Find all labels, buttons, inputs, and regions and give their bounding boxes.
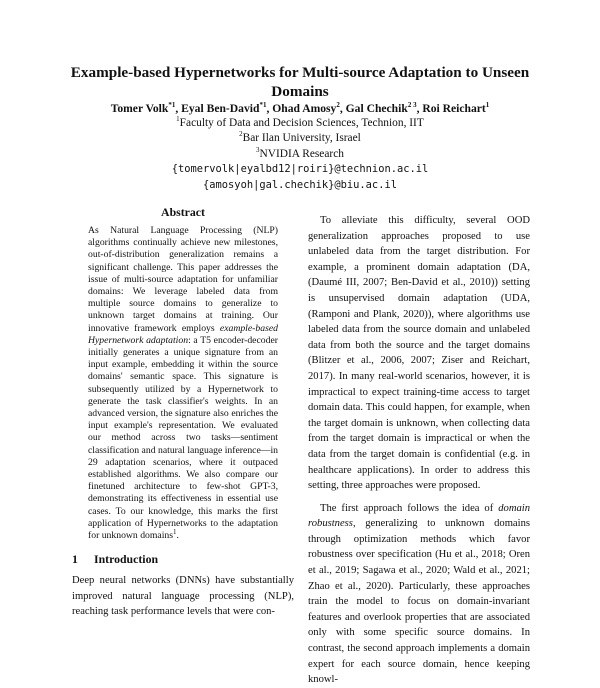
section-number: 1 (72, 552, 78, 567)
paragraph-emphasis: domain robustness (308, 502, 530, 530)
abstract-emphasis: example-based Hypernetwork adaptation (88, 322, 278, 346)
abstract-part: . (176, 530, 179, 542)
affiliation-mark: 3 (256, 146, 260, 155)
abstract-part: : a T5 encoder-decoder initially generates a unique signature from an input example, embedding it within the source domains' semantic space. This signature is subsequently utilized by a Hypernetwork to generate the task classifier's weights. In an advanced version, the signature also enriches the input example's representation. We evaluated our method across two tasks—sentiment classification and natural language inference—in 29 adaptation scenarios, where it outpaced established algorithms. We also compare our finetuned architecture to few-shot GPT-3, demonstrating its effectiveness in essential use cases. To our knowledge, this marks the first application of Hypernetworks to the adaptation for unknown domains (88, 334, 278, 542)
author-name: Roi Reichart (422, 102, 486, 115)
abstract-part: As Natural Language Processing (NLP) algorithms continually achieve new milestones, out-of-distribution generalization remains a significant challenge. This paper addresses the issue of multi-source adaptation for unfamiliar domains: We leverage labeled data from multiple source domains to generalize to unknown target domains at training. Our innovative framework employs (88, 225, 278, 334)
email-line: {amosyoh|gal.chechik}@biu.ac.il (203, 178, 397, 191)
left-column (72, 205, 294, 620)
author-list: Tomer Volk$^{*1}$, Eyal Ben-David$^{*1}$, Ohad Amosy$^2$, Gal Chechik$^{2 3}$, Roi Reichart$^1$ (110, 101, 490, 115)
introduction-paragraph: Deep neural networks (DNNs) have substantially improved natural language processing (NLP), reaching task performance levels that were con- (72, 575, 294, 618)
email-line: {tomervolk|eyalbd12|roiri}@technion.ac.il (171, 163, 429, 176)
author-name: Eyal Ben-David (181, 102, 260, 115)
section-heading-introduction (72, 552, 294, 566)
paragraph-part: The first approach follows the idea of (320, 502, 499, 514)
affiliation-text: Faculty of Data and Decision Sciences, Technion, IIT (179, 117, 424, 129)
author-mark: *1 (259, 101, 267, 110)
body-paragraph: To alleviate this difficulty, several OOD generalization approaches proposed to use unlabeled data from the target distribution. For example, a prominent domain adaptation (DA, (Daumé III, 2007; Ben-David et al., 2010)) setting is unsupervised domain adaptation (UDA, (Ramponi and Plank, 2020)), where algorithms use labeled data from the source domain and unlabeled data from both the source and the target domains (Blitzer et al., 2006, 2007; Ziser and Reichart, 2017). In many real-world scenarios, however, it is impractical to expect training-time access to target domain data. This could happen, for example, when the target domain is unknown, when collecting data from the target domain is impractical or when the data from the target domain is confidential (e.g. in healthcare applications). In order to address this setting, three approaches were proposed. (308, 215, 530, 492)
author-mark: 2 3 (407, 101, 417, 110)
affiliation-block (40, 116, 560, 193)
abstract-heading: Abstract (161, 205, 205, 219)
affiliation-line (40, 131, 560, 146)
affiliation-line (40, 147, 560, 162)
footnote-mark: 1 (173, 527, 177, 536)
right-column (308, 213, 530, 688)
author-name: Ohad Amosy (272, 102, 337, 115)
affiliation-text: NVIDIA Research (259, 147, 344, 160)
author-name: Gal Chechik (345, 102, 408, 115)
body-paragraph (308, 501, 530, 688)
affiliation-mark: 2 (239, 130, 243, 139)
abstract-text (88, 225, 278, 542)
affiliation-mark: 1 (176, 115, 180, 124)
author-mark: 2 (336, 101, 340, 110)
section-title: Introduction (94, 552, 159, 567)
author-mark: 1 (485, 101, 490, 110)
affiliation-line (40, 116, 560, 131)
paper-title: Example-based Hypernetworks for Multi-source Adaptation to Unseen Domains (70, 64, 530, 100)
paragraph-part: , generalizing to unknown domains through optimization methods which favor robustness over specification (Hu et al., 2018; Oren et al., 2019; Sagawa et al., 2020; Wald et al., 2021; Zhao et al., 2020). Particularly, these approaches train the model to focus on domain-invariant features and overlook properties that are associated only with some specific source domains. In contrast, the second approach implements a domain expert for each source domain, hence keeping knowl- (308, 518, 530, 686)
affiliation-text: Bar Ilan University, Israel (242, 132, 361, 145)
author-name: Tomer Volk (110, 102, 169, 115)
author-mark: *1 (168, 101, 176, 110)
